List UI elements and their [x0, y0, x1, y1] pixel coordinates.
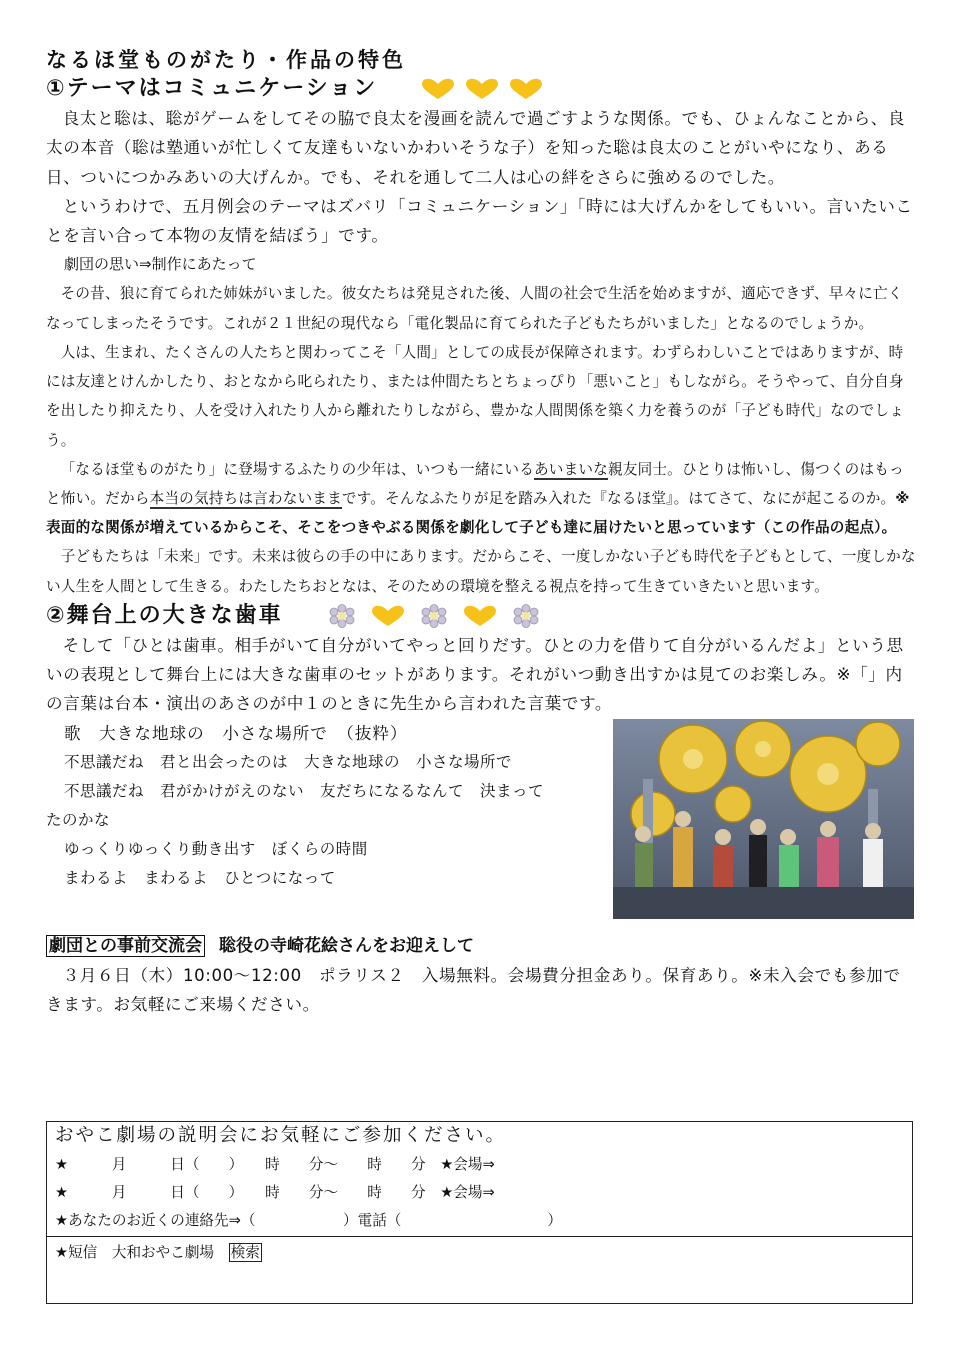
info-box-heading: おやこ劇場の説明会にお気軽にご参加ください。: [55, 1125, 507, 1146]
p5-underline-2: 本当の気持ちは言わないまま: [149, 489, 342, 507]
document-page: [46, 46, 916, 1019]
section2-heading: [46, 601, 916, 631]
section1-subheading: 劇団の思い⇒制作にあたって: [64, 255, 257, 274]
section2-paragraph-1: そして「ひとは歯車。相手がいて自分がいてやっと回りだす。ひとの力を借りて自分がいるんだよ」という思いの表現として舞台上には大きな歯車のセットがあります。それがいつ動き出すかは見てのお楽しみ。※「」内の言葉は台本・演出のあさのが中１のときに先生から言われた言葉です。: [46, 635, 904, 714]
section2-heading-text: ②舞台上の大きな歯車: [46, 602, 283, 628]
song-line-3: たのかな: [46, 810, 111, 829]
heart-icon: [421, 78, 455, 100]
song-line-1: 不思議だね 君と出会ったのは 大きな地球の 小さな場所で: [64, 752, 513, 771]
info-box: [46, 1121, 913, 1304]
p5-text-a: 「なるほ堂ものがたり」に登場するふたりの少年は、いつも一緒にいる: [60, 460, 534, 478]
stage-photo: [613, 719, 914, 919]
gear-heart-decoration: [327, 604, 541, 628]
song-line-2: 不思議だね 君がかけがえのない 友だちになるなんて 決まって: [64, 781, 545, 800]
flower-icon: [511, 604, 541, 628]
short-news-row: [55, 1239, 262, 1267]
section1-heading: [46, 74, 916, 104]
session-row-1: ★ 月 日（ ） 時 分〜 時 分 ★会場⇒: [55, 1156, 495, 1173]
flower-icon: [327, 604, 357, 628]
heart-icon: [509, 78, 543, 100]
document-title: なるほ堂ものがたり・作品の特色: [46, 48, 406, 72]
contact-row: ★あなたのお近くの連絡先⇒（ ）電話（ ）: [55, 1212, 562, 1229]
song-block: [46, 719, 916, 929]
hearts-decoration: [421, 78, 543, 100]
p5-text-b: 親友同士。ひとりは怖いし、傷つくのはもっと怖い。だから: [46, 460, 904, 507]
session-row-2: ★ 月 日（ ） 時 分〜 時 分 ★会場⇒: [55, 1184, 495, 1201]
event-heading: [46, 931, 916, 961]
p5-underline-1: あいまいな: [534, 460, 608, 478]
song-line-5: まわるよ まわるよ ひとつになって: [64, 868, 336, 887]
song-line-4: ゆっくりゆっくり動き出す ぼくらの時間: [64, 839, 368, 858]
short-news-label: ★短信 大和おやこ劇場: [55, 1244, 229, 1261]
song-lyrics: [46, 719, 606, 893]
event-label: 劇団との事前交流会: [46, 935, 205, 957]
event-details: ３月６日（木）10:00〜12:00 ポラリス２ 入場無料。会場費分担金あり。保育あり。※未入会でも参加できます。お気軽にご来場ください。: [46, 965, 901, 1014]
p5-text-c: です。そんなふたりが足を踏み入れた『なるほ堂』。はてさて、なにが起こるのか。: [341, 489, 896, 507]
event-title: 聡役の寺崎花絵さんをお迎えして: [219, 935, 474, 956]
heart-icon: [465, 78, 499, 100]
heart-icon: [371, 605, 405, 627]
song-title: 歌 大きな地球の 小さな場所で （抜粋）: [64, 723, 408, 743]
section1-paragraph-1: 良太と聡は、聡がゲームをしてその脇で良太を漫画を読んで過ごすような関係。でも、ひょんなことから、良太の本音（聡は塾通いが忙しくて友達もいないかわいそうな子）を知った聡は良太のことがいやになり、ある日、ついにつかみあいの大げんか。でも、それを通して二人は心の絆をさらに強めるのでした。: [46, 109, 906, 187]
search-label: 検索: [230, 1244, 260, 1261]
section1-heading-text: ①テーマはコミュニケーション: [46, 76, 378, 101]
section1-paragraph-2: というわけで、五月例会のテーマはズバリ「コミュニケーション」「時には大げんかをしてもいい。言いたいことを言い合って本物の友情を結ぼう」です。: [46, 196, 913, 246]
section1-paragraph-4: 人は、生まれ、たくさんの人たちと関わってこそ「人間」としての成長が保障されます。わずらわしいことではありますが、時には友達とけんかしたり、おとなから叱られたり、または仲間たちとちょっぴり「悪いこと」もしながら。そうやって、自分自身を出したり抑えたり、人を受け入れたり人から離れたりしながら、豊かな人間関係を築く力を養うのが「子ども時代」なのでしょう。: [46, 343, 905, 449]
flower-icon: [419, 604, 449, 628]
heart-icon: [463, 605, 497, 627]
section1-paragraph-5: [46, 455, 916, 543]
section1-paragraph-6: 子どもたちは「未来」です。未来は彼らの手の中にあります。だからこそ、一度しかない子ども時代を子どもとして、一度しかない人生を人間として生きる。わたしたちおとなは、そのための環境を整える視点を持って生きていきたいと思います。: [46, 548, 916, 595]
p5-bold-note: ※表面的な関係が増えているからこそ、そこをつきやぶる関係を劇化して子ども達に届けたいと思っています（この作品の起点）。: [46, 489, 910, 537]
info-box-upper: [47, 1122, 912, 1237]
section1-paragraph-3: その昔、狼に育てられた姉妹がいました。彼女たちは発見された後、人間の社会で生活を始めますが、適応できず、早々に亡くなってしまったそうです。これが２１世紀の現代なら「電化製品に育てられた子どもたちがいました」となるのでしょうか。: [46, 285, 903, 332]
